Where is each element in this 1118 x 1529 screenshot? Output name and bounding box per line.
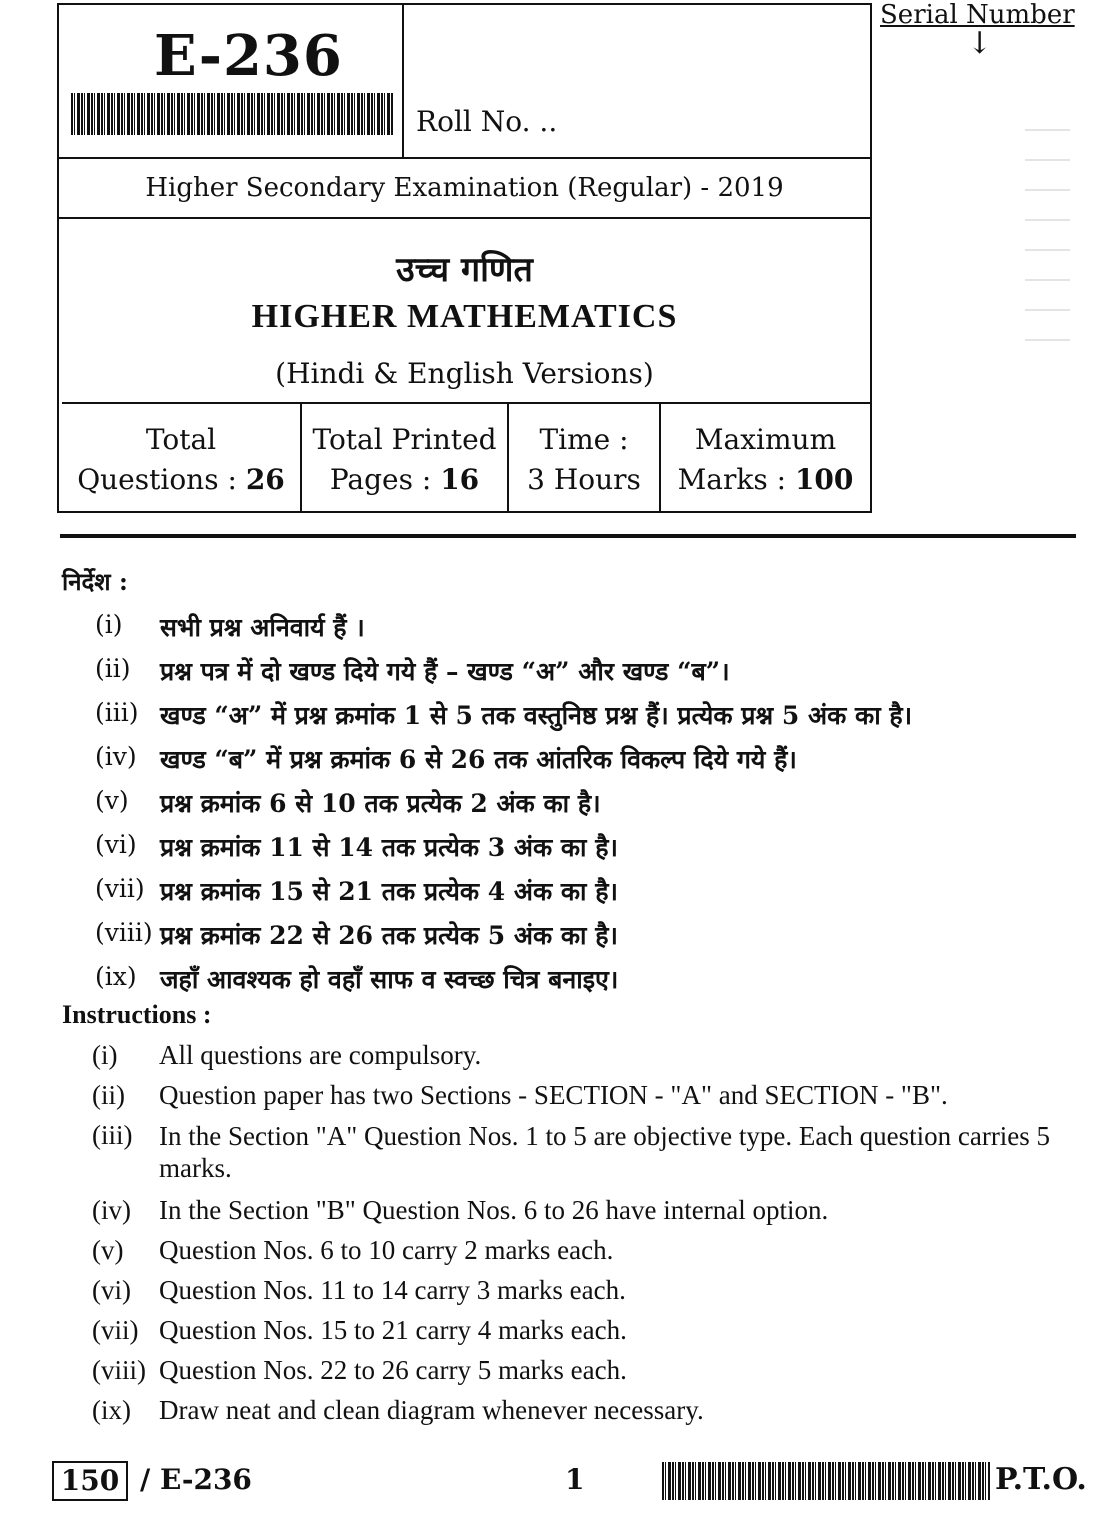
serial-number-label: Serial Number xyxy=(880,0,1075,30)
item-text: All questions are compulsory. xyxy=(159,1040,482,1070)
item-number: (iv) xyxy=(92,1195,131,1225)
stat-label: Total xyxy=(145,423,217,456)
item-number: (ix) xyxy=(92,1395,131,1425)
item-number: (ii) xyxy=(92,1080,125,1110)
item-text: सभी प्रश्न अनिवार्य हैं । xyxy=(160,613,365,642)
item-text: जहाँ आवश्यक हो वहाँ साफ व स्वच्छ चित्र बनाइए। xyxy=(160,965,619,994)
item-number: (vii) xyxy=(95,874,145,903)
stat-label: Time : xyxy=(539,423,629,456)
arrow-down-icon: ↓ xyxy=(967,26,993,61)
paper-code-cell xyxy=(59,5,404,157)
item-text: In the Section "B" Question Nos. 6 to 26 have internal option. xyxy=(159,1195,829,1225)
copies-box: 150 xyxy=(52,1461,128,1501)
stat-total-pages xyxy=(302,404,509,512)
item-text: Question Nos. 6 to 10 carry 2 marks each. xyxy=(159,1235,614,1265)
barcode-icon xyxy=(662,1462,990,1500)
page-number: 1 xyxy=(565,1463,585,1496)
stat-label: Maximum xyxy=(694,423,837,456)
item-number: (v) xyxy=(95,786,129,815)
instructions-heading: Instructions : xyxy=(62,1000,212,1029)
item-text: Question Nos. 11 to 14 carry 3 marks each. xyxy=(159,1275,626,1305)
item-number: (ii) xyxy=(95,654,131,683)
item-text: प्रश्न क्रमांक 6 से 10 तक प्रत्येक 2 अंक का है। xyxy=(160,789,601,818)
item-number: (ix) xyxy=(95,962,137,991)
stat-total-questions xyxy=(62,404,302,512)
stat-label: Questions : xyxy=(77,463,246,496)
item-number: (viii) xyxy=(95,918,153,947)
item-text: Question Nos. 22 to 26 carry 5 marks each. xyxy=(159,1355,627,1385)
stats-row xyxy=(62,402,870,512)
stat-time xyxy=(509,404,661,512)
stat-label: Total Printed xyxy=(312,423,497,456)
item-text: खण्ड “ब” में प्रश्न क्रमांक 6 से 26 तक आंतरिक विकल्प दिये गये हैं। xyxy=(160,745,797,774)
subject-title-hindi: उच्च गणित xyxy=(396,250,533,290)
item-number: (iii) xyxy=(95,698,139,727)
item-number: (vi) xyxy=(95,830,137,859)
barcode-icon xyxy=(71,93,393,135)
item-text: Question paper has two Sections - SECTION - "A" and SECTION - "B". xyxy=(159,1080,948,1110)
exam-title-row xyxy=(59,157,870,219)
stat-value: 16 xyxy=(440,463,480,496)
item-number: (vii) xyxy=(92,1315,139,1345)
pto-label: P.T.O. xyxy=(995,1462,1087,1497)
item-number: (i) xyxy=(92,1040,118,1070)
item-number: (v) xyxy=(92,1235,124,1265)
subject-title-english: HIGHER MATHEMATICS xyxy=(251,298,678,335)
stat-label: Pages : xyxy=(329,463,441,496)
roll-no-label: Roll No. .. xyxy=(416,105,558,138)
stat-value: 100 xyxy=(794,463,854,496)
item-number: (i) xyxy=(95,610,123,639)
item-text: Draw neat and clean diagram whenever necessary. xyxy=(159,1395,704,1425)
item-text: In the Section "A" Question Nos. 1 to 5 are objective type. Each question carries 5 marks. xyxy=(159,1121,1051,1183)
header-box xyxy=(57,3,872,513)
item-text: प्रश्न क्रमांक 11 से 14 तक प्रत्येक 3 अंक का है। xyxy=(160,833,618,862)
item-number: (iv) xyxy=(95,742,137,771)
item-text: प्रश्न पत्र में दो खण्ड दिये गये हैं – खण्ड “अ” और खण्ड “ब”। xyxy=(160,657,730,686)
item-number: (iii) xyxy=(92,1120,133,1150)
stat-value: 3 Hours xyxy=(527,463,641,496)
stat-value: 26 xyxy=(245,463,285,496)
hindi-instructions-heading: निर्देश : xyxy=(62,567,128,596)
stat-label: Marks : xyxy=(677,463,795,496)
footer-paper-code: / E-236 xyxy=(140,1463,252,1496)
versions-note: (Hindi & English Versions) xyxy=(275,357,654,390)
item-text: प्रश्न क्रमांक 15 से 21 तक प्रत्येक 4 अंक का है। xyxy=(160,877,618,906)
item-text: Question Nos. 15 to 21 carry 4 marks each. xyxy=(159,1315,627,1345)
exam-title: Higher Secondary Examination (Regular) - 2019 xyxy=(145,173,784,203)
paper-code: E-236 xyxy=(154,23,343,89)
item-number: (vi) xyxy=(92,1275,131,1305)
divider xyxy=(60,534,1076,538)
serial-stamp-icon xyxy=(1025,115,1070,365)
item-text: प्रश्न क्रमांक 22 से 26 तक प्रत्येक 5 अंक का है। xyxy=(160,921,618,950)
stat-max-marks xyxy=(661,404,870,512)
item-text: खण्ड “अ” में प्रश्न क्रमांक 1 से 5 तक वस्तुनिष्ठ प्रश्न हैं। प्रत्येक प्रश्न 5 अंक का है। xyxy=(160,701,913,730)
item-number: (viii) xyxy=(92,1355,146,1385)
